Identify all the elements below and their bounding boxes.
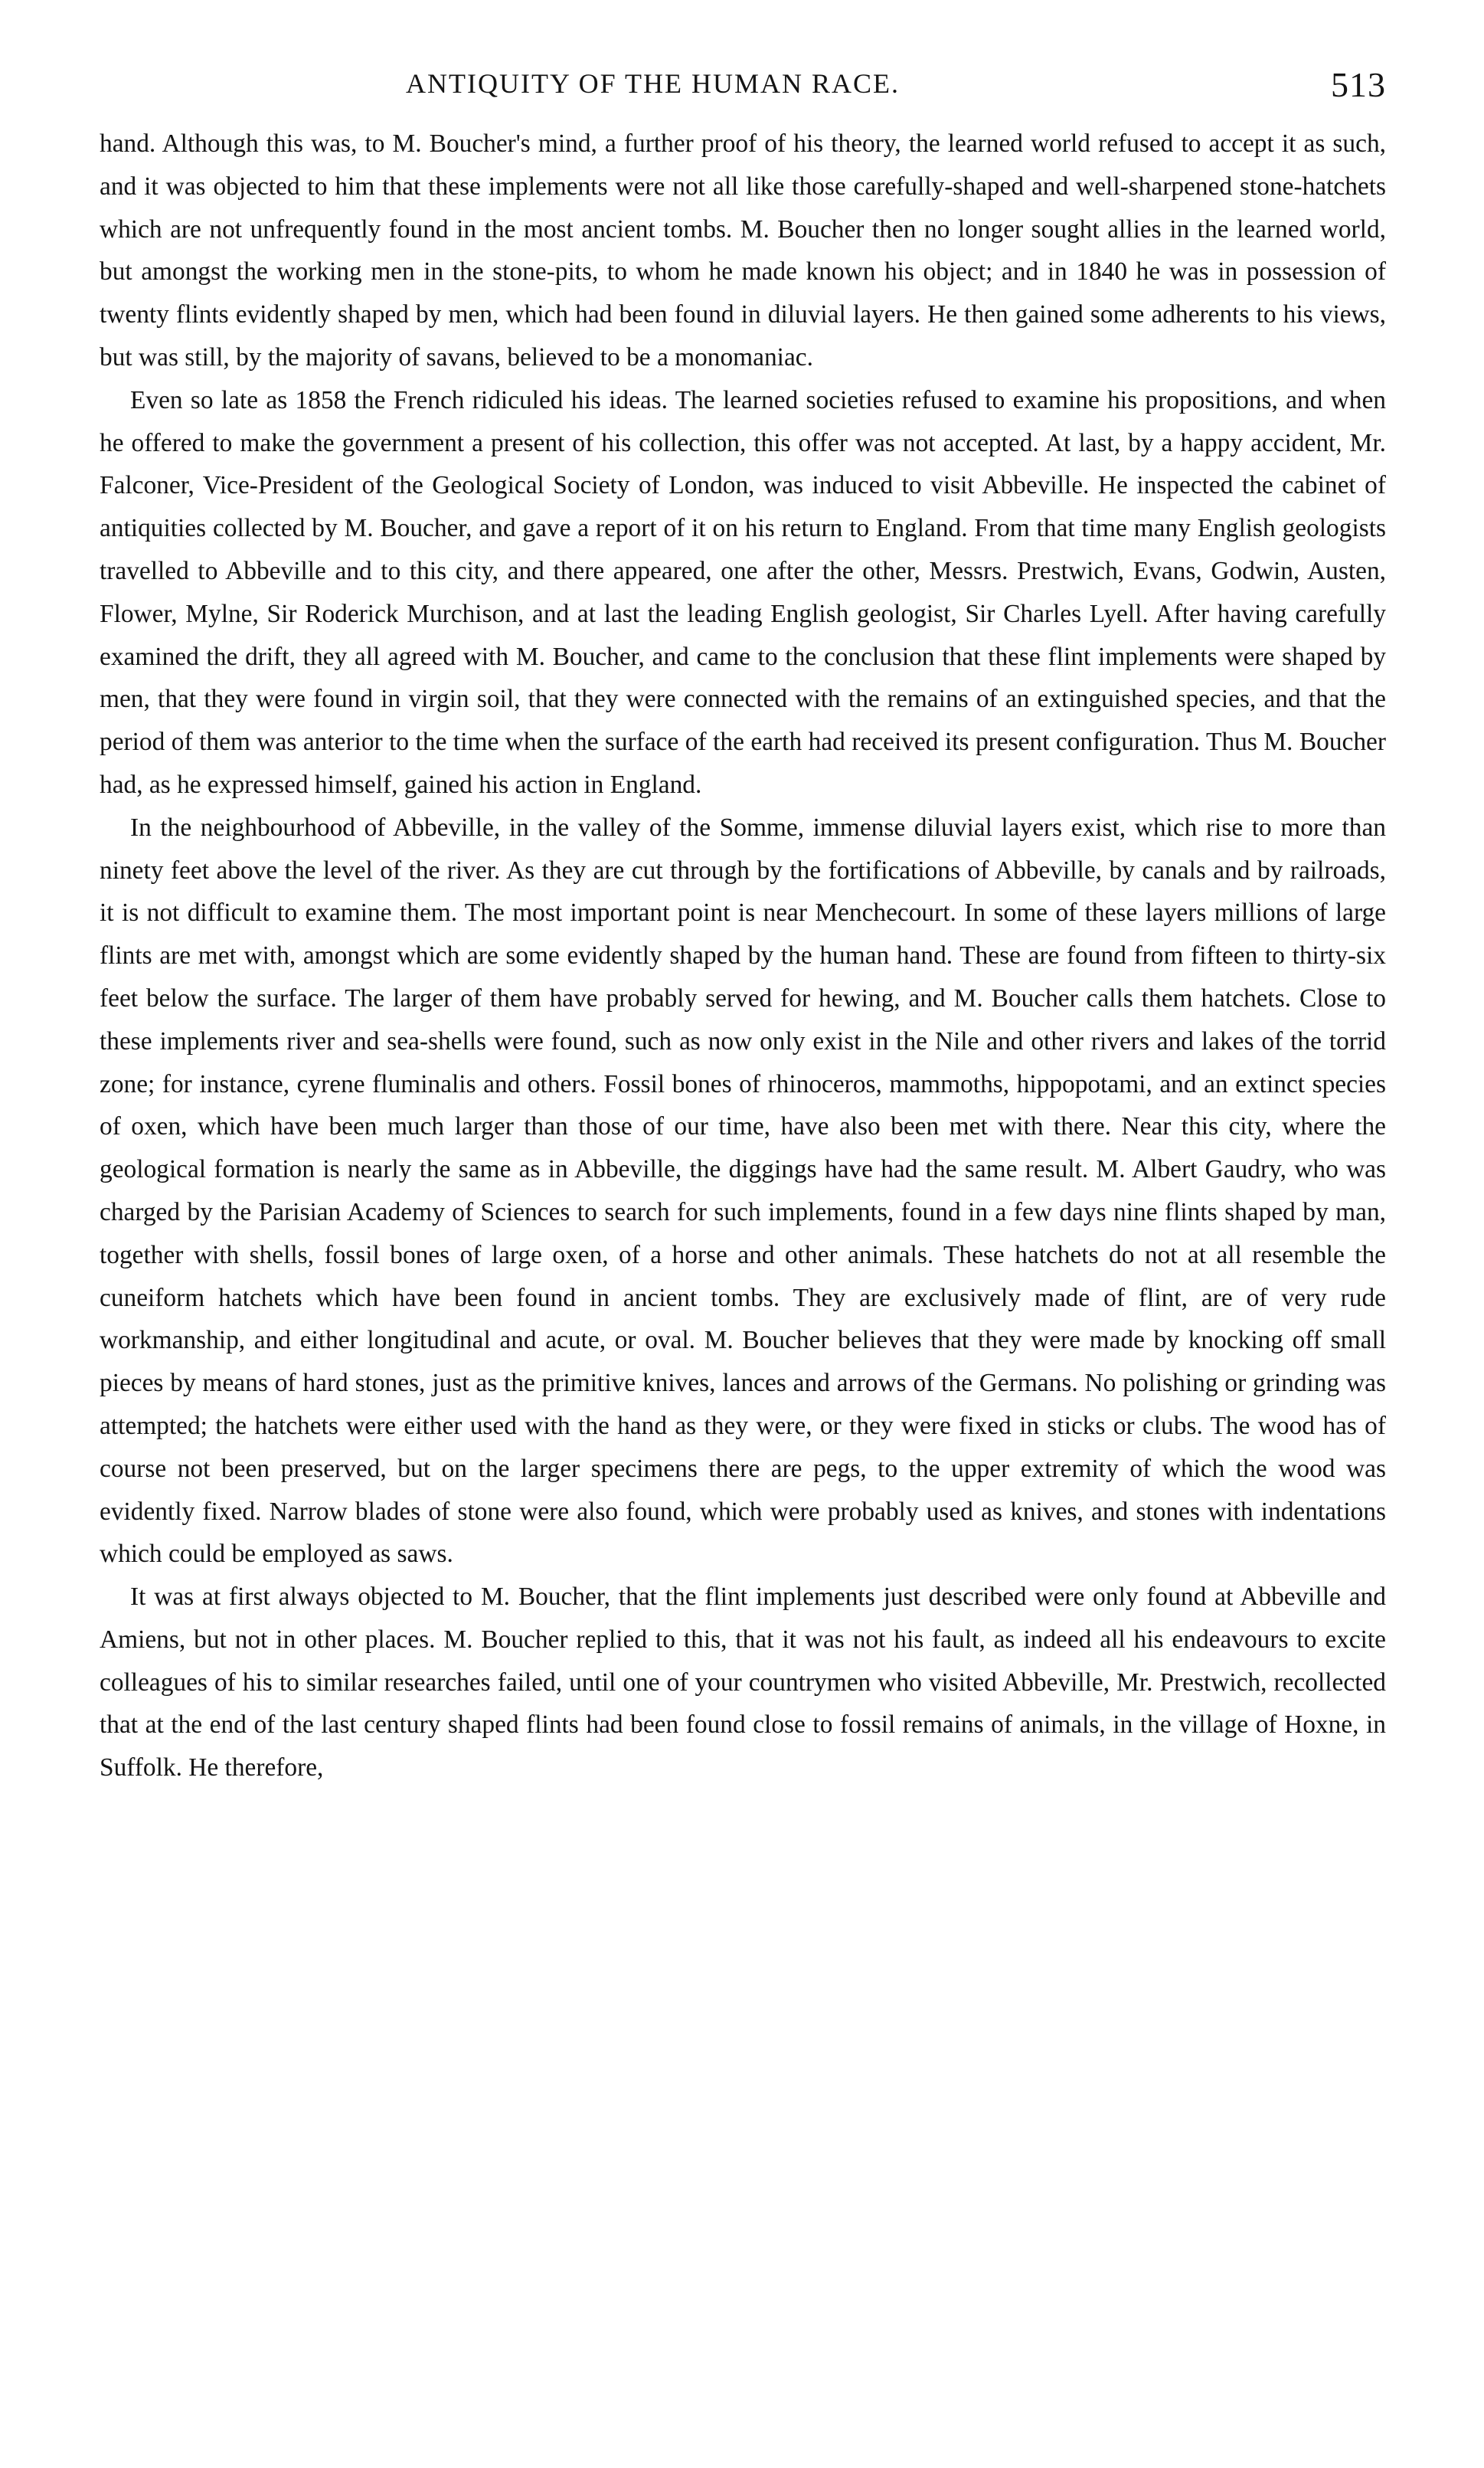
paragraph-continued: hand. Although this was, to M. Boucher's mind, a further proof of his theory, the learned world refused to accept it as such, and it was objected to him that these implements were not all like those carefully-shaped and well-sharpened stone-hatchets which are not unfrequently found in the most ancient tombs. M. Boucher then no longer sought allies in the learned world, but amongst the working men in the stone-pits, to whom he made known his object; and in 1840 he was in possession of twenty flints evidently shaped by men, which had been found in diluvial layers. He then gained some adherents to his views, but was still, by the majority of savans, believed to be a monomaniac.: [100, 129, 1386, 372]
page-number: 513: [1331, 65, 1386, 104]
body-text: [100, 123, 1386, 1789]
running-header: [100, 67, 1386, 113]
book-page: [100, 67, 1386, 1789]
paragraph-objection: It was at first always objected to M. Boucher, that the flint implements just described were only found at Abbeville and Amiens, but not in other places. M. Boucher replied to this, that it was not his fault, as indeed all his endeavours to excite colleagues of his to similar researches failed, until one of your countrymen who visited Abbeville, Mr. Prestwich, recollected that at the end of the last century shaped flints had been found close to fossil remains of animals, in the village of Hoxne, in Suffolk. He therefore,: [100, 1583, 1386, 1782]
paragraph-1858-ridicule: Even so late as 1858 the French ridiculed his ideas. The learned societies refused to examine his propositions, and when he offered to make the government a present of his collection, this offer was not accepted. At last, by a happy accident, Mr. Falconer, Vice-President of the Geological Society of London, was induced to visit Abbeville. He inspected the cabinet of antiquities collected by M. Boucher, and gave a report of it on his return to England. From that time many English geologists travelled to Abbeville and to this city, and there appeared, one after the other, Messrs. Prestwich, Evans, Godwin, Austen, Flower, Mylne, Sir Roderick Murchison, and at last the leading English geologist, Sir Charles Lyell. After having carefully examined the drift, they all agreed with M. Boucher, and came to the conclusion that these flint implements were shaped by men, that they were found in virgin soil, that they were connected with the remains of an extinguished species, and that the period of them was anterior to the time when the surface of the earth had received its present configuration. Thus M. Boucher had, as he expressed himself, gained his action in England.: [100, 385, 1386, 799]
paragraph-abbeville-layers: In the neighbourhood of Abbeville, in the valley of the Somme, immense diluvial layers exist, which rise to more than ninety feet above the level of the river. As they are cut through by the fortifications of Abbeville, by canals and by railroads, it is not difficult to examine them. The most important point is near Menchecourt. In some of these layers millions of large flints are met with, amongst which are some evidently shaped by the human hand. These are found from fifteen to thirty-six feet below the surface. The larger of them have probably served for hewing, and M. Boucher calls them hatchets. Close to these implements river and sea-shells were found, such as now only exist in the Nile and other rivers and lakes of the torrid zone; for instance, cyrene fluminalis and others. Fossil bones of rhinoceros, mammoths, hippopotami, and an extinct species of oxen, which have been much larger than those of our time, have also been met with there. Near this city, where the geological formation is nearly the same as in Abbeville, the diggings have had the same result. M. Albert Gaudry, who was charged by the Parisian Academy of Sciences to search for such implements, found in a few days nine flints shaped by man, together with shells, fossil bones of large oxen, of a horse and other animals. These hatchets do not at all resemble the cuneiform hatchets which have been found in ancient tombs. They are exclusively made of flint, are of very rude workmanship, and either longitudinal and acute, or oval. M. Boucher believes that they were made by knocking off small pieces by means of hard stones, just as the primitive knives, lances and arrows of the Germans. No polishing or grinding was attempted; the hatchets were either used with the hand as they were, or they were fixed in sticks or clubs. The wood has of course not been preserved, but on the larger specimens there are pegs, to the upper extremity of which the wood was evidently fixed. Narrow blades of stone were also found, which were probably used as knives, and stones with indentations which could be employed as saws.: [100, 813, 1386, 1569]
running-title: ANTIQUITY OF THE HUMAN RACE.: [406, 68, 900, 99]
